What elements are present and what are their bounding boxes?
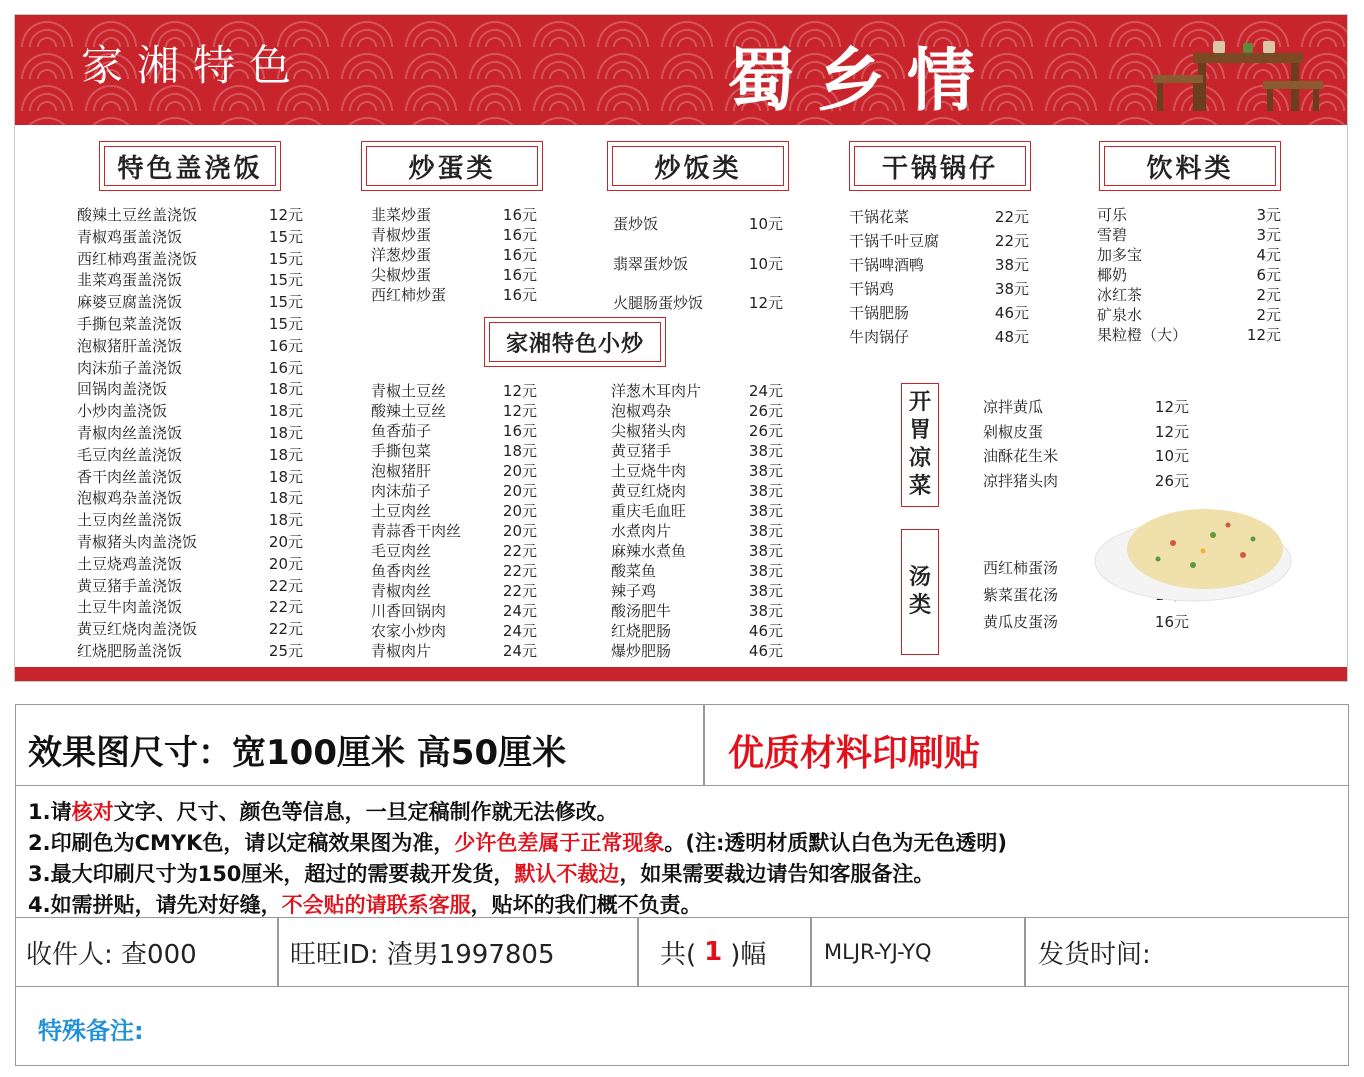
menu-item-price: 16元 (268, 358, 303, 377)
menu-item-price: 46元 (748, 642, 783, 660)
cold-dishes-list (983, 395, 1189, 493)
order-details-row (16, 917, 1348, 987)
menu-item-price: 20元 (502, 522, 537, 540)
menu-item-name: 尖椒炒蛋 (371, 266, 432, 284)
menu-item (613, 205, 783, 245)
menu-item-name: 西红柿蛋汤 (983, 559, 1059, 577)
menu-item-price: 16元 (502, 266, 537, 284)
menu-item (371, 601, 537, 621)
menu-item-price: 24元 (502, 622, 537, 640)
menu-item-price: 12元 (502, 402, 537, 420)
menu-item (77, 205, 303, 227)
menu-item-price: 24元 (502, 602, 537, 620)
menu-item (611, 621, 783, 641)
menu-item (613, 245, 783, 285)
menu-item-price: 10元 (748, 254, 783, 273)
quality-text: 优质材料印刷贴 (728, 733, 981, 774)
menu-item (849, 301, 1029, 325)
menu-item-name: 鱼香茄子 (371, 422, 432, 440)
menu-item-name: 黄豆红烧肉盖浇饭 (77, 620, 198, 639)
menu-item-price: 16元 (502, 286, 537, 304)
menu-item (77, 292, 303, 314)
menu-item-price: 12元 (748, 294, 783, 312)
wangwang-id: 旺旺ID: 渣男1997805 (290, 939, 555, 970)
menu-item (371, 461, 537, 481)
menu-item-price: 38元 (748, 602, 783, 620)
divider (703, 705, 705, 785)
menu-item-price: 4元 (1256, 246, 1281, 264)
menu-item-price: 15元 (268, 293, 303, 312)
section-title-soup: 汤类 (901, 529, 939, 655)
menu-item-price: 15元 (268, 249, 303, 268)
size-text: 效果图尺寸：宽100厘米 高50厘米 (28, 733, 567, 773)
section-title-fried-rice: 炒饭类 (607, 141, 789, 191)
menu-item-price: 18元 (268, 402, 303, 421)
menu-item-price: 22元 (502, 562, 537, 580)
menu-item-name: 冰红茶 (1097, 286, 1143, 304)
menu-item-name: 手撕包菜盖浇饭 (77, 314, 183, 333)
table-bench-icon (1153, 31, 1323, 115)
menu-item-price: 15元 (268, 271, 303, 290)
menu-item-price: 20元 (502, 502, 537, 520)
note-line: 4.如需拼贴，请先对好缝，不会贴的请联系客服，贴坏的我们概不负责。 (28, 893, 702, 917)
menu-item (371, 541, 537, 561)
menu-item (371, 481, 537, 501)
menu-item (77, 554, 303, 576)
menu-item-price: 22元 (502, 542, 537, 560)
menu-item-price: 12元 (268, 206, 303, 224)
menu-item (849, 205, 1029, 229)
menu-item-price: 18元 (268, 445, 303, 464)
menu-item-price: 16元 (502, 226, 537, 244)
menu-item-name: 翡翠蛋炒饭 (613, 254, 689, 273)
menu-item (371, 581, 537, 601)
menu-item-price: 16元 (1154, 613, 1189, 631)
menu-item-price: 38元 (748, 522, 783, 540)
menu-item (849, 325, 1029, 349)
menu-item (371, 441, 537, 461)
menu-item-name: 青椒炒蛋 (371, 226, 432, 244)
rice-bowl-list (77, 205, 303, 663)
menu-item-name: 干锅肥肠 (849, 304, 910, 322)
menu-item (611, 421, 783, 441)
menu-item-price: 22元 (994, 232, 1029, 250)
menu-item (849, 229, 1029, 253)
menu-item-price: 22元 (268, 620, 303, 639)
menu-item-name: 回锅肉盖浇饭 (77, 380, 168, 399)
banner-brand: 蜀乡情 (727, 41, 998, 121)
ship-time: 发货时间: (1038, 939, 1151, 970)
menu-item-price: 20元 (502, 482, 537, 500)
menu-item-name: 牛肉锅仔 (849, 328, 910, 346)
section-title-rice-bowl: 特色盖浇饭 (99, 141, 281, 191)
menu-item-name: 泡椒鸡杂 (611, 402, 672, 420)
menu-item-name: 干锅啤酒鸭 (849, 256, 925, 274)
menu-item-name: 青椒猪头肉盖浇饭 (77, 532, 198, 551)
menu-item-name: 青椒肉丝 (371, 582, 432, 600)
menu-item-name: 酸汤肥牛 (611, 602, 672, 620)
menu-item-name: 紫菜蛋花汤 (983, 586, 1059, 604)
menu-item-name: 酸辣土豆丝 (371, 402, 447, 420)
menu-banner (15, 15, 1347, 125)
menu-board (14, 14, 1348, 682)
menu-item (611, 501, 783, 521)
menu-item-price: 48元 (994, 328, 1029, 346)
note-line: 1.请核对文字、尺寸、颜色等信息，一旦定稿制作就无法修改。 (28, 800, 618, 824)
menu-item-price: 38元 (748, 582, 783, 600)
menu-item-name: 蛋炒饭 (613, 215, 659, 233)
menu-item-name: 小炒肉盖浇饭 (77, 402, 168, 421)
menu-item (611, 441, 783, 461)
section-title-dry-pot: 干锅锅仔 (849, 141, 1031, 191)
menu-item-name: 麻婆豆腐盖浇饭 (77, 293, 183, 312)
menu-item-price: 22元 (994, 208, 1029, 226)
menu-item (611, 461, 783, 481)
menu-item-name: 洋葱木耳肉片 (611, 382, 702, 400)
menu-item-price: 38元 (748, 482, 783, 500)
menu-item-price: 38元 (994, 256, 1029, 274)
menu-item (77, 358, 303, 380)
copy-count: 共( 1 )幅 (660, 937, 767, 970)
menu-item-price: 15元 (268, 314, 303, 333)
menu-item-name: 黄豆猪手盖浇饭 (77, 576, 183, 595)
menu-item-name: 辣子鸡 (611, 582, 657, 600)
menu-item-name: 加多宝 (1097, 246, 1143, 264)
divider (277, 918, 279, 986)
menu-item-price: 12元 (1154, 422, 1189, 441)
note-line: 2.印刷色为CMYK色，请以定稿效果图为准，少许色差属于正常现象。(注:透明材质默认白色为无色透明) (28, 831, 1007, 855)
fried-egg-list (371, 205, 537, 305)
menu-item (371, 205, 537, 225)
menu-item-price: 24元 (502, 642, 537, 660)
menu-item (77, 619, 303, 641)
menu-item-price: 38元 (748, 562, 783, 580)
menu-item-name: 川香回锅肉 (371, 602, 447, 620)
menu-item (983, 469, 1189, 494)
menu-item-name: 青椒土豆丝 (371, 382, 447, 400)
menu-item (983, 444, 1189, 469)
menu-item-price: 12元 (1154, 398, 1189, 416)
menu-item (77, 401, 303, 423)
menu-item-price: 22元 (268, 598, 303, 617)
menu-item (613, 284, 783, 324)
menu-item-price: 18元 (268, 489, 303, 508)
menu-item-name: 农家小炒肉 (371, 622, 447, 640)
menu-item-price: 22元 (502, 582, 537, 600)
menu-item-price: 16元 (502, 206, 537, 224)
menu-item-name: 矿泉水 (1097, 306, 1143, 324)
menu-item-price: 38元 (748, 462, 783, 480)
menu-item-price: 12元 (502, 382, 537, 400)
menu-item-name: 火腿肠蛋炒饭 (613, 294, 704, 312)
menu-item (611, 521, 783, 541)
menu-item (77, 445, 303, 467)
menu-item-name: 酸菜鱼 (611, 562, 657, 580)
menu-item-price: 6元 (1256, 266, 1281, 284)
menu-item-name: 土豆烧牛肉 (611, 462, 687, 480)
menu-item-name: 香干肉丝盖浇饭 (77, 467, 183, 486)
menu-item-name: 鱼香肉丝 (371, 562, 432, 580)
menu-item (983, 420, 1189, 445)
menu-item (77, 510, 303, 532)
menu-item-price: 12元 (1246, 326, 1281, 344)
menu-item (1097, 305, 1281, 325)
menu-item-price: 2元 (1256, 306, 1281, 324)
menu-item (849, 253, 1029, 277)
menu-item-name: 青蒜香干肉丝 (371, 522, 462, 540)
menu-item-name: 泡椒猪肝 (371, 462, 432, 480)
fried-rice-dish-image (1093, 495, 1293, 605)
menu-item-name: 手撕包菜 (371, 442, 432, 460)
menu-item (371, 265, 537, 285)
menu-item-name: 水煮肉片 (611, 522, 672, 540)
menu-item (77, 249, 303, 271)
menu-item (1097, 245, 1281, 265)
menu-item (371, 561, 537, 581)
dry-pot-list (849, 205, 1029, 349)
menu-item (371, 641, 537, 661)
menu-item-name: 黄瓜皮蛋汤 (983, 613, 1059, 631)
banner-slogan: 家湘特色 (81, 41, 306, 90)
menu-item (1097, 205, 1281, 225)
menu-item (1097, 265, 1281, 285)
menu-item (77, 227, 303, 249)
menu-item-price: 18元 (268, 467, 303, 486)
menu-item-name: 红烧肥肠 (611, 622, 672, 640)
menu-item-name: 干锅千叶豆腐 (849, 232, 940, 250)
menu-item (77, 488, 303, 510)
section-title-cold-dishes: 开胃凉菜 (901, 383, 939, 507)
menu-item-name: 泡椒鸡杂盖浇饭 (77, 489, 183, 508)
menu-item (77, 532, 303, 554)
menu-item-name: 土豆肉丝盖浇饭 (77, 511, 183, 530)
menu-item (611, 601, 783, 621)
menu-item (77, 379, 303, 401)
menu-item-name: 剁椒皮蛋 (983, 422, 1044, 441)
menu-item-name: 青椒肉片 (371, 642, 432, 660)
menu-item-price: 16元 (268, 336, 303, 355)
recipient: 收件人: 查000 (26, 939, 197, 970)
menu-item-name: 土豆肉丝 (371, 502, 432, 520)
menu-item-name: 西红柿鸡蛋盖浇饭 (77, 249, 198, 268)
menu-item-name: 西红柿炒蛋 (371, 286, 447, 304)
menu-item-name: 尖椒猪头肉 (611, 422, 687, 440)
menu-item-name: 红烧肥肠盖浇饭 (77, 641, 183, 660)
section-title-drinks: 饮料类 (1099, 141, 1281, 191)
menu-item-price: 15元 (268, 227, 303, 246)
menu-item (77, 576, 303, 598)
menu-item (77, 467, 303, 489)
menu-item (371, 521, 537, 541)
menu-item (611, 401, 783, 421)
menu-item-price: 16元 (502, 246, 537, 264)
menu-item (371, 401, 537, 421)
menu-item-price: 10元 (1154, 447, 1189, 465)
menu-item-price: 38元 (748, 502, 783, 520)
product-code: MLJR-YJ-YQ (824, 940, 932, 964)
menu-item-price: 16元 (502, 422, 537, 440)
menu-item-name: 油酥花生米 (983, 447, 1059, 465)
menu-item-name: 果粒橙（大） (1097, 326, 1188, 344)
menu-item-price: 26元 (1154, 471, 1189, 490)
menu-item (611, 641, 783, 661)
menu-item (371, 225, 537, 245)
menu-item-price: 38元 (748, 442, 783, 460)
menu-item-price: 26元 (748, 422, 783, 440)
menu-item (77, 597, 303, 619)
divider (1024, 918, 1026, 986)
menu-item (77, 314, 303, 336)
menu-item-name: 青椒鸡蛋盖浇饭 (77, 227, 183, 246)
menu-item (371, 421, 537, 441)
menu-item (611, 581, 783, 601)
menu-item-name: 肉沫茄子盖浇饭 (77, 358, 183, 377)
notes-list (28, 797, 1007, 921)
menu-item-name: 毛豆肉丝 (371, 542, 432, 560)
menu-item-price: 26元 (748, 402, 783, 420)
menu-item-name: 麻辣水煮鱼 (611, 542, 687, 560)
menu-item-name: 椰奶 (1097, 266, 1128, 284)
menu-item-name: 土豆牛肉盖浇饭 (77, 598, 183, 617)
menu-item-name: 干锅花菜 (849, 208, 910, 226)
menu-item (371, 285, 537, 305)
section-title-fried-egg: 炒蛋类 (361, 141, 543, 191)
menu-item-price: 38元 (994, 280, 1029, 298)
special-notes-label: 特殊备注: (38, 1017, 144, 1045)
section-title-stir-fry: 家湘特色小炒 (484, 317, 666, 367)
menu-item (983, 609, 1189, 636)
menu-item (77, 641, 303, 663)
menu-item (371, 621, 537, 641)
menu-item (1097, 225, 1281, 245)
menu-item-name: 肉沫茄子 (371, 482, 432, 500)
menu-item-price: 20元 (268, 532, 303, 551)
menu-item-name: 毛豆肉丝盖浇饭 (77, 445, 183, 464)
note-line: 3.最大印刷尺寸为150厘米，超过的需要裁开发货，默认不裁边，如果需要裁边请告知客服备注。 (28, 862, 935, 886)
menu-item-price: 3元 (1256, 206, 1281, 224)
menu-item (983, 395, 1189, 420)
menu-item-price: 18元 (268, 511, 303, 530)
menu-item-price: 46元 (748, 622, 783, 640)
menu-item-name: 重庆毛血旺 (611, 502, 687, 520)
menu-item-price: 25元 (268, 641, 303, 660)
menu-item (849, 277, 1029, 301)
menu-item-name: 酸辣土豆丝盖浇饭 (77, 206, 198, 224)
menu-item (611, 561, 783, 581)
size-row (16, 705, 1348, 786)
menu-item-price: 2元 (1256, 286, 1281, 304)
menu-item-name: 泡椒猪肝盖浇饭 (77, 336, 183, 355)
divider (810, 918, 812, 986)
menu-item-price: 18元 (268, 423, 303, 442)
menu-item-name: 可乐 (1097, 206, 1128, 224)
menu-item (1097, 325, 1281, 345)
menu-item-price: 46元 (994, 304, 1029, 322)
menu-item-price: 20元 (268, 554, 303, 573)
drinks-list (1097, 205, 1281, 345)
menu-item (77, 270, 303, 292)
menu-item (371, 501, 537, 521)
menu-item-name: 洋葱炒蛋 (371, 246, 432, 264)
menu-item (371, 381, 537, 401)
menu-item-name: 土豆烧鸡盖浇饭 (77, 554, 183, 573)
menu-item-price: 20元 (502, 462, 537, 480)
order-info-panel (15, 704, 1349, 1066)
menu-item-price: 18元 (268, 380, 303, 399)
menu-item (371, 245, 537, 265)
menu-item-name: 干锅鸡 (849, 280, 895, 298)
fried-rice-list (613, 205, 783, 324)
menu-item-name: 凉拌黄瓜 (983, 398, 1044, 416)
menu-item-name: 凉拌猪头肉 (983, 471, 1059, 490)
stir-fry-left-list (371, 381, 537, 661)
menu-item-name: 黄豆猪手 (611, 442, 672, 460)
menu-bottom-stripe (15, 667, 1347, 681)
menu-item-price: 24元 (748, 382, 783, 400)
stir-fry-right-list (611, 381, 783, 661)
menu-item (77, 336, 303, 358)
menu-item-price: 18元 (502, 442, 537, 460)
menu-item (1097, 285, 1281, 305)
menu-item (611, 381, 783, 401)
divider (637, 918, 639, 986)
menu-item-name: 韭菜炒蛋 (371, 206, 432, 224)
menu-item-name: 青椒肉丝盖浇饭 (77, 423, 183, 442)
menu-item-name: 雪碧 (1097, 226, 1128, 244)
menu-item-price: 38元 (748, 542, 783, 560)
menu-item-name: 黄豆红烧肉 (611, 482, 687, 500)
menu-item (77, 423, 303, 445)
menu-item-price: 22元 (268, 576, 303, 595)
menu-item-name: 韭菜鸡蛋盖浇饭 (77, 271, 183, 290)
menu-item (611, 481, 783, 501)
menu-item-name: 爆炒肥肠 (611, 642, 672, 660)
menu-item-price: 3元 (1256, 226, 1281, 244)
menu-item-price: 10元 (748, 215, 783, 233)
menu-item (611, 541, 783, 561)
